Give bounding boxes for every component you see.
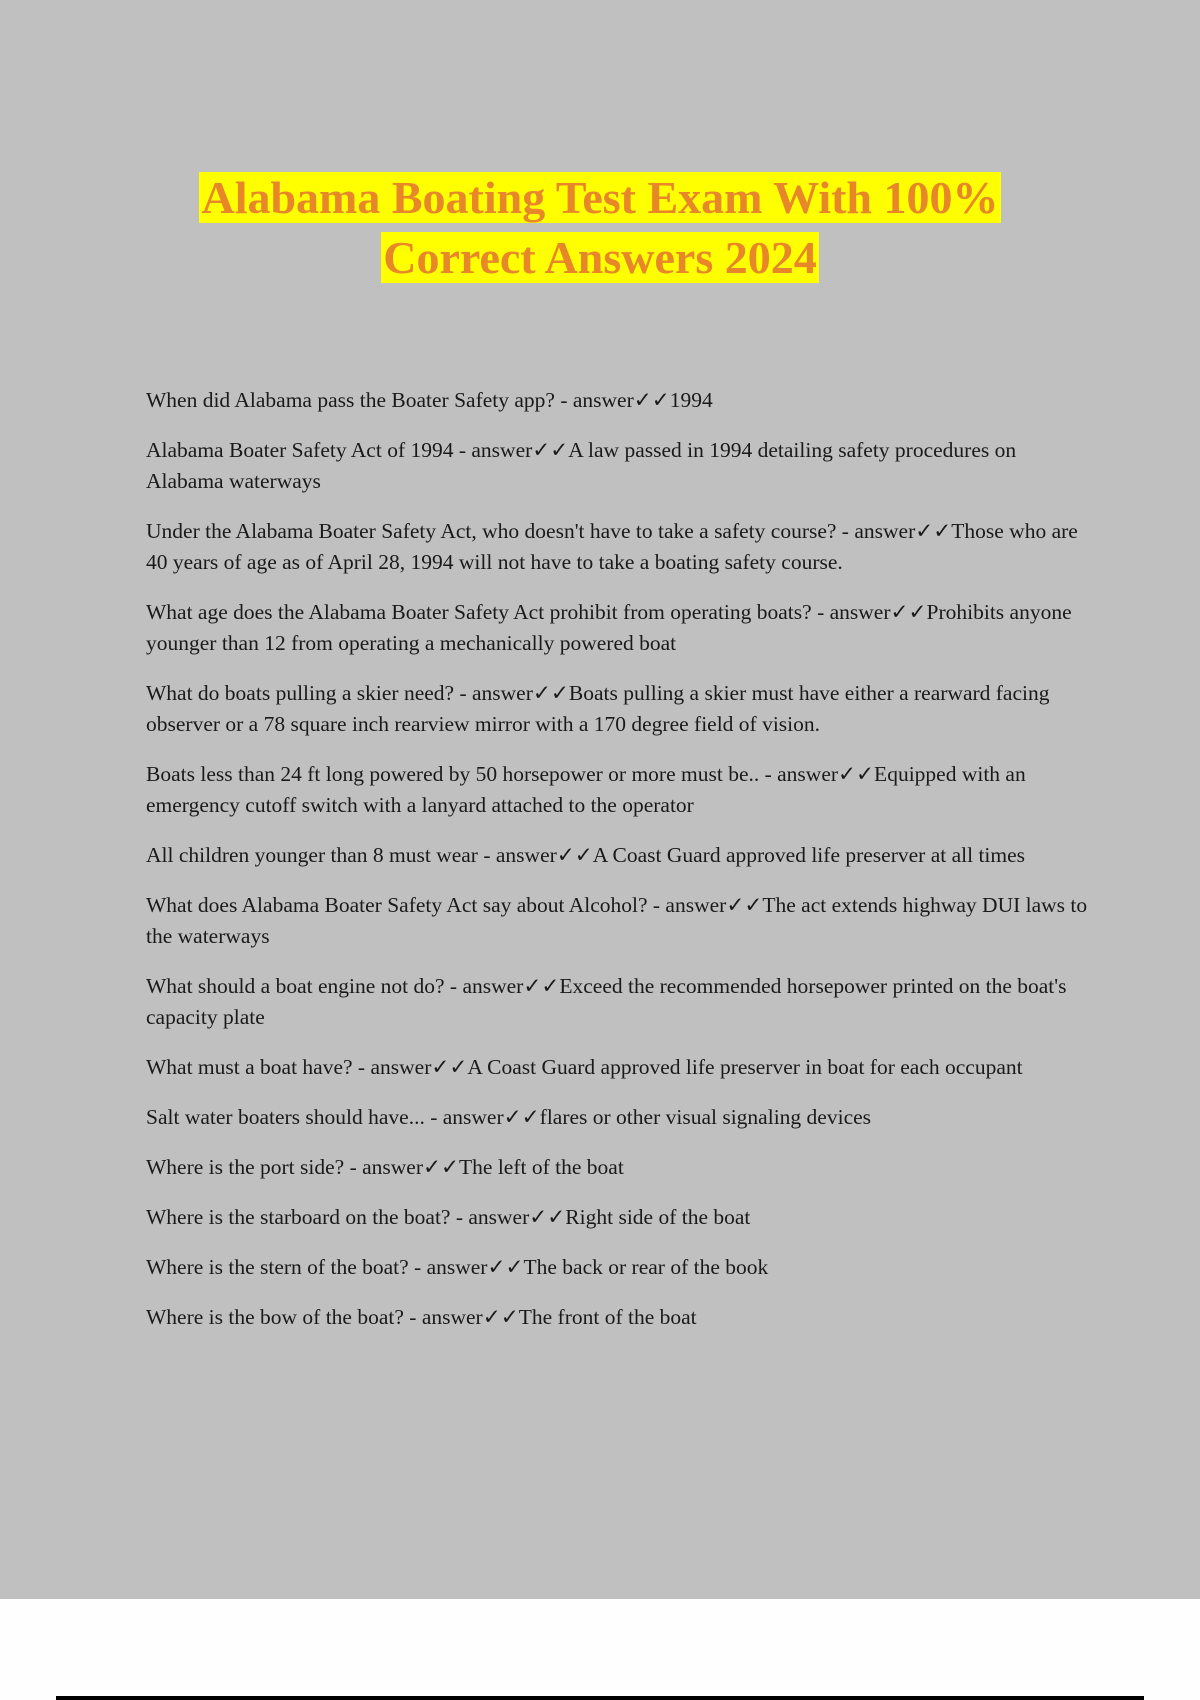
title-line-1: Alabama Boating Test Exam With 100% [201,172,999,223]
qa-item: Under the Alabama Boater Safety Act, who doesn't have to take a safety course? - answer✓✓Those who are 40 years of age as of April 28, 1994 will not have to take a boating safety course. [146,519,1078,574]
document-title [0,168,1200,288]
qa-item: Alabama Boater Safety Act of 1994 - answer✓✓A law passed in 1994 detailing safety procedures on Alabama waterways [146,438,1017,493]
qa-item: What does Alabama Boater Safety Act say about Alcohol? - answer✓✓The act extends highway DUI laws to the waterways [146,893,1088,948]
page-divider [56,1696,1144,1700]
qa-item: Where is the bow of the boat? - answer✓✓The front of the boat [146,1305,697,1329]
qa-item: Boats less than 24 ft long powered by 50 horsepower or more must be.. - answer✓✓Equipped with an emergency cutoff switch with a lanyard attached to the operator [146,762,1026,817]
qa-item: Where is the port side? - answer✓✓The left of the boat [146,1155,624,1179]
qa-item: Where is the stern of the boat? - answer✓✓The back or rear of the book [146,1255,769,1279]
qa-item: What do boats pulling a skier need? - answer✓✓Boats pulling a skier must have either a rearward facing observer or a 78 square inch rearview mirror with a 170 degree field of vision. [146,681,1050,736]
qa-item: All children younger than 8 must wear - answer✓✓A Coast Guard approved life preserver at all times [146,843,1026,867]
title-line-2: Correct Answers 2024 [383,232,817,283]
qa-list [146,385,1090,1352]
qa-item: Where is the starboard on the boat? - answer✓✓Right side of the boat [146,1205,751,1229]
qa-item: Salt water boaters should have... - answer✓✓flares or other visual signaling devices [146,1105,872,1129]
qa-item: What should a boat engine not do? - answer✓✓Exceed the recommended horsepower printed on the boat's capacity plate [146,974,1067,1029]
qa-item: When did Alabama pass the Boater Safety app? - answer✓✓1994 [146,388,713,412]
qa-item: What age does the Alabama Boater Safety Act prohibit from operating boats? - answer✓✓Prohibits anyone younger than 12 from operating a mechanically powered boat [146,600,1072,655]
qa-item: What must a boat have? - answer✓✓A Coast Guard approved life preserver in boat for each occupant [146,1055,1023,1079]
